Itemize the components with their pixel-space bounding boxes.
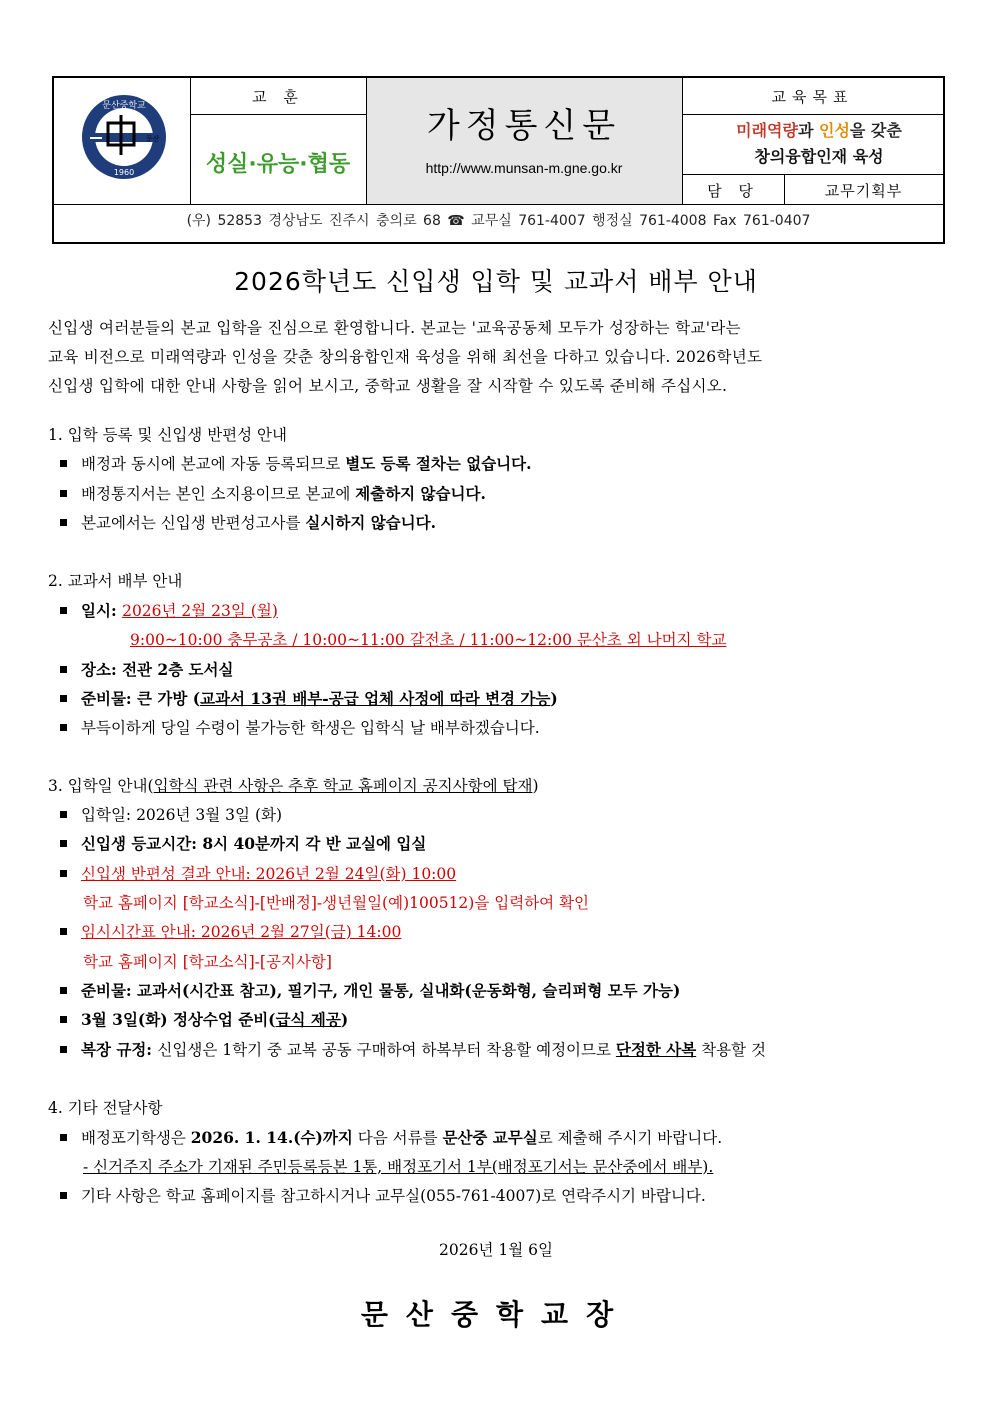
sec4-b1-c: 다음 서류를 [352,1129,443,1147]
logo-year: 1960 [113,168,135,177]
intro-line-2: 교육 비전으로 미래역량과 인성을 갖춘 창의융합인재 육성을 위해 최선을 다하고 있습니다. 2026학년도 [48,348,763,366]
sec3-supplies-text: 준비물: 교과서(시간표 참고), 필기구, 개인 물통, 실내화(운동화형, 슬리퍼형 모두 가능) [81,981,681,1000]
logo-side-text: 문산 [146,135,160,143]
sec4-bullet-1 [60,1126,722,1148]
sec3-regular-a: 3월 3일(화) 정상수업 준비( [81,1010,276,1029]
bullet-icon [60,840,67,847]
section-4-title: 4. 기타 전달사항 [48,1099,163,1117]
sec3-day-text: 입학일: 2026년 3월 3일 (화) [81,806,283,824]
manager-value: 교무기획부 [824,182,903,200]
intro-line-3: 신입생 입학에 대한 안내 사항을 읽어 보시고, 중학교 생활을 잘 시작할 수 있도록 준비해 주십시오. [48,377,728,395]
bullet-icon [60,1192,67,1199]
sec3-title-c: ) [532,777,539,795]
bullet-icon [60,870,67,877]
goal-line1-b: 과 [797,121,819,140]
sec3-timetable [60,920,401,942]
sec1-b3-text: 본교에서는 신입생 반편성고사를 [81,514,306,532]
bullet-icon [60,1016,67,1023]
sec3-regular [60,1008,348,1030]
bullet-icon [60,460,67,467]
intro-paragraph [48,314,945,401]
bullet-icon [60,666,67,673]
sec2-place [60,658,233,680]
bullet-icon [60,1046,67,1053]
address-line: (우) 52853 경상남도 진주시 충의로 68 ☎ 교무실 761-4007 행정실 761-4008 Fax 761-0407 [186,213,811,229]
education-goal [706,118,932,174]
sec4-b1-e: 로 제출해 주시기 바랍니다. [537,1129,723,1147]
sec3-regular-b: 급식 제공 [275,1010,341,1029]
intro-line-1: 신입생 여러분들의 본교 입학을 진심으로 환영합니다. 본교는 '교육공동체 모두가 성장하는 학교'라는 [48,319,741,337]
sec2-date-value: 2026년 2월 23일 (월) [122,602,278,620]
sec2-date-label: 일시: [81,601,123,620]
sec3-title-b: 입학식 관련 사항은 추후 학교 홈페이지 공지사항에 탑재 [153,777,533,795]
section-1-title: 1. 입학 등록 및 신입생 반편성 안내 [48,426,288,444]
sec3-day [60,803,282,825]
sec1-b1-text: 배정과 동시에 본교에 자동 등록되므로 [81,455,346,473]
bullet-icon [60,519,67,526]
sec3-supplies [60,979,680,1001]
sec3-dress-b: 신입생은 1학기 중 교복 공동 구매하여 하복부터 착용할 예정이므로 [157,1041,616,1059]
page-title: 2026학년도 신입생 입학 및 교과서 배부 안내 [234,267,758,296]
sec1-b2-text: 배정통지서는 본인 소지용이므로 본교에 [81,485,356,503]
bullet-icon [60,1134,67,1141]
goal-line1-c: 인성 [818,121,850,140]
sec4-b1-a: 배정포기학생은 [81,1129,191,1147]
newsletter-title: 가정통신문 [426,106,622,146]
sec3-arrival-text: 신입생 등교시간: 8시 40분까지 각 반 교실에 입실 [81,834,427,853]
sec3-class-result [60,862,456,884]
sec4-b1-d: 문산중 교무실 [442,1128,538,1147]
sec4-b2-text: 기타 사항은 학교 홈페이지를 참고하시거나 교무실(055-761-4007)로 연락주시기 바랍니다. [81,1187,706,1205]
sec1-b1-bold: 별도 등록 절차는 없습니다. [345,454,532,473]
goal-line1-d: 을 갖춘 [849,121,902,140]
sec2-schedule: 9:00~10:00 충무공초 / 10:00~11:00 갈전초 / 11:00~12:00 문산초 외 나머지 학교 [130,631,727,649]
goal-line2: 창의융합인재 육성 [754,147,884,166]
sec1-bullet-2 [60,482,486,504]
motto-text: 성실·유능·협동 [205,152,351,177]
goal-line1-a: 미래역량 [736,121,798,140]
principal-signature: 문산중학교장 [360,1298,632,1331]
bullet-icon [60,695,67,702]
school-logo [80,93,168,181]
sec2-place-text: 장소: 전관 2층 도서실 [81,660,234,679]
sec1-b3-bold: 실시하지 않습니다. [305,513,436,532]
sec3-regular-c: ) [340,1010,349,1029]
header-table [52,76,945,244]
section-3-title [48,774,539,796]
sec3-dress-d: 착용할 것 [696,1041,766,1059]
bullet-icon [60,928,67,935]
bullet-icon [60,724,67,731]
bullet-icon [60,987,67,994]
sec2-note-text: 부득이하게 당일 수령이 불가능한 학생은 입학식 날 배부하겠습니다. [81,719,540,737]
bullet-icon [60,811,67,818]
sec3-dress [60,1038,766,1060]
sec3-dress-c: 단정한 사복 [615,1040,697,1059]
sec3-arrival [60,832,426,854]
sec3-dress-a: 복장 규정: [81,1040,158,1059]
sec2-prep-b: 교과서 13권 배부-공급 업체 사정에 따라 변경 가능 [200,689,551,708]
motto-label: 교 훈 [252,88,304,106]
sec3-class-result-sub: 학교 홈페이지 [학교소식]-[반배정]-생년월일(예)100512)을 입력하여 확인 [83,894,590,912]
school-url[interactable]: http://www.munsan-m.gne.go.kr [425,160,623,176]
sec4-sub: - 신거주지 주소가 기재된 주민등록등본 1통, 배정포기서 1부(배정포기서는 문산중에서 배부). [83,1158,714,1176]
sec3-timetable-sub: 학교 홈페이지 [학교소식]-[공지사항] [83,953,332,971]
sec2-note [60,716,540,738]
sec2-date [60,599,278,621]
issue-date: 2026년 1월 6일 [439,1241,553,1259]
bullet-icon [60,490,67,497]
motto-calligraphy [192,116,364,202]
section-2-title: 2. 교과서 배부 안내 [48,572,183,590]
sec4-bullet-2 [60,1184,706,1206]
sec1-b2-bold: 제출하지 않습니다. [355,484,486,503]
sec2-prep-c: ) [550,689,558,708]
sec4-b1-b: 2026. 1. 14.(수)까지 [190,1128,353,1147]
sec3-timetable-text: 임시시간표 안내: 2026년 2월 27일(금) 14:00 [81,923,402,941]
sec1-bullet-1 [60,452,532,474]
manager-label: 담 당 [707,182,759,200]
bullet-icon [60,607,67,614]
sec1-bullet-3 [60,511,436,533]
sec2-prep-a: 준비물: 큰 가방 ( [81,689,201,708]
sec3-title-a: 3. 입학일 안내( [48,777,154,795]
sec3-class-result-text: 신입생 반편성 결과 안내: 2026년 2월 24일(화) 10:00 [81,865,457,883]
logo-top-text: 문산중학교 [102,101,146,111]
goal-label: 교육목표 [771,88,854,106]
sec2-prep [60,687,558,709]
